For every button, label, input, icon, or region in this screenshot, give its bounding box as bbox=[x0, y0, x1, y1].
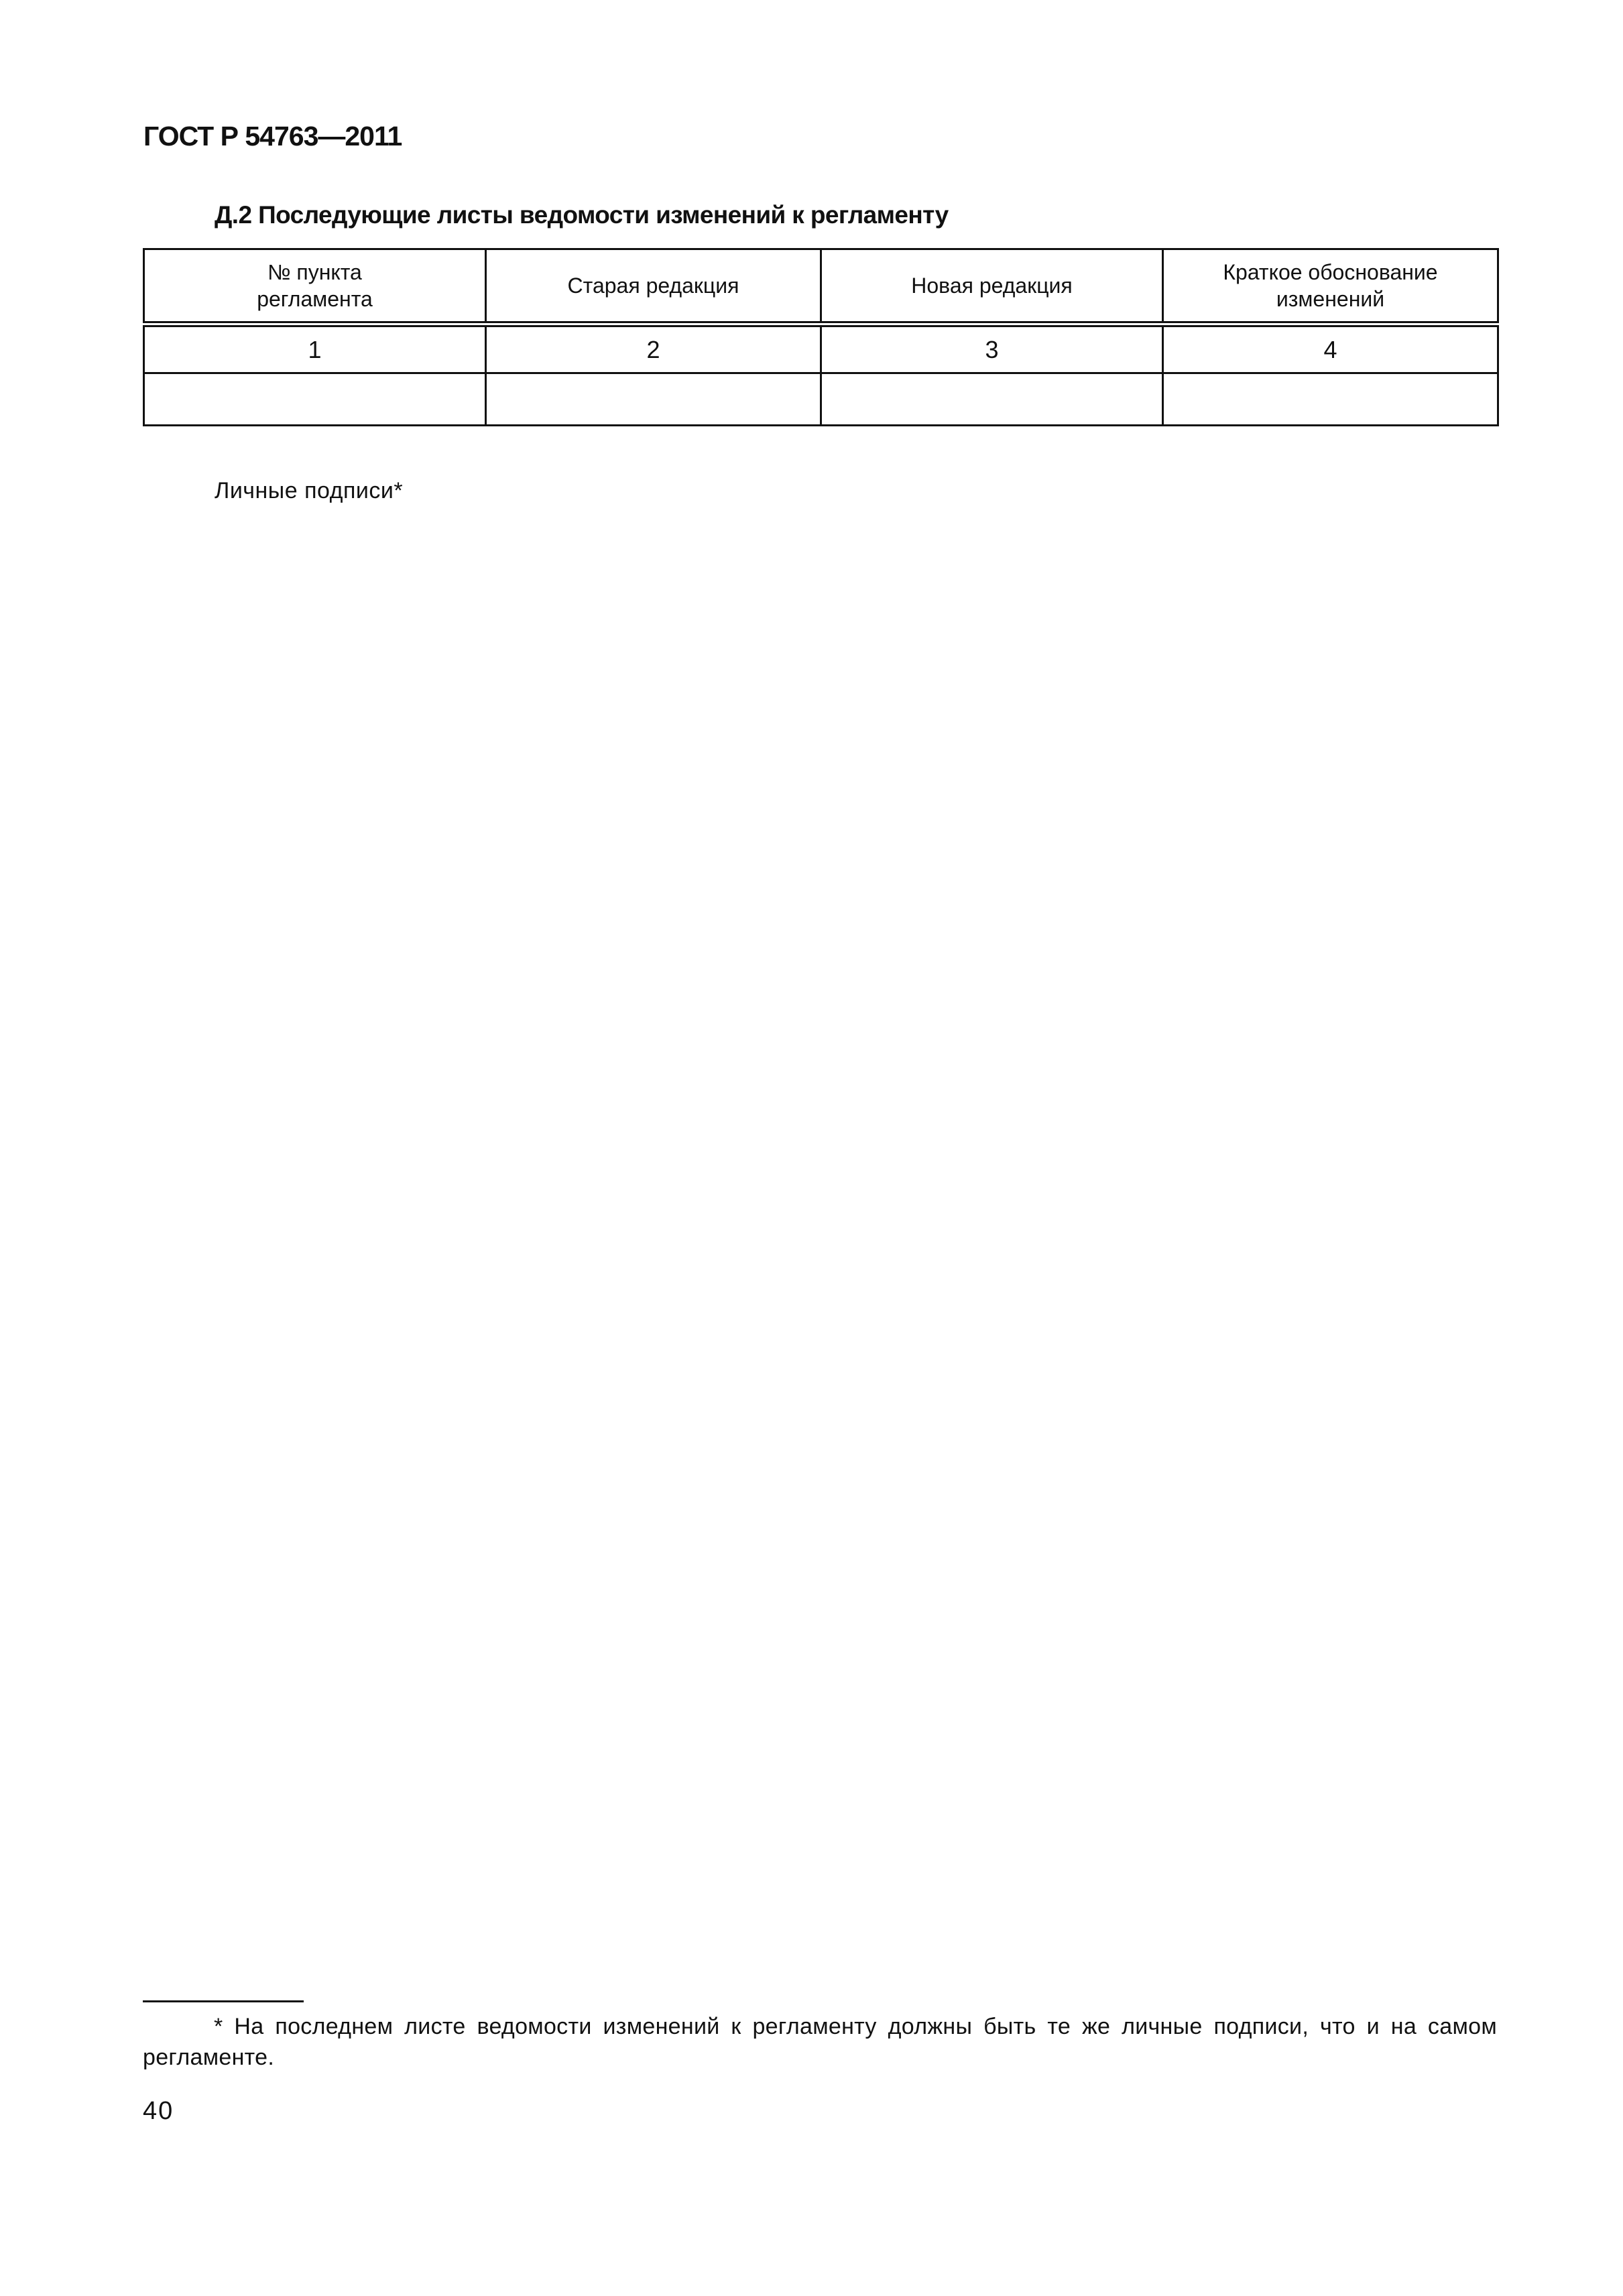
section-title: Д.2 Последующие листы ведомости изменений к регламенту bbox=[215, 201, 949, 229]
footnote-divider bbox=[143, 2000, 304, 2002]
header-cell-justification: Краткое обоснование изменений bbox=[1163, 249, 1498, 324]
table-cell bbox=[144, 373, 486, 426]
column-number-cell: 3 bbox=[821, 324, 1163, 373]
footnote-text: * На последнем листе ведомости изменений к регламенту должны быть те же личные подписи, что и на самом регламенте. bbox=[143, 2014, 1497, 2070]
column-number-cell: 2 bbox=[486, 324, 821, 373]
table-cell bbox=[486, 373, 821, 426]
table-cell bbox=[821, 373, 1163, 426]
column-number-row bbox=[144, 324, 1498, 373]
table-row bbox=[144, 373, 1498, 426]
table-header-row bbox=[144, 249, 1498, 324]
document-code: ГОСТ Р 54763—2011 bbox=[143, 121, 402, 152]
column-number-cell: 4 bbox=[1163, 324, 1498, 373]
header-cell-old-version: Старая редакция bbox=[486, 249, 821, 324]
signatures-label: Личные подписи* bbox=[215, 478, 404, 503]
header-cell-item-number: № пункта регламента bbox=[144, 249, 486, 324]
table-cell bbox=[1163, 373, 1498, 426]
changes-table-container bbox=[143, 248, 1497, 426]
header-cell-new-version: Новая редакция bbox=[821, 249, 1163, 324]
column-number-cell: 1 bbox=[144, 324, 486, 373]
changes-table bbox=[143, 248, 1499, 426]
page-number: 40 bbox=[143, 2097, 174, 2125]
